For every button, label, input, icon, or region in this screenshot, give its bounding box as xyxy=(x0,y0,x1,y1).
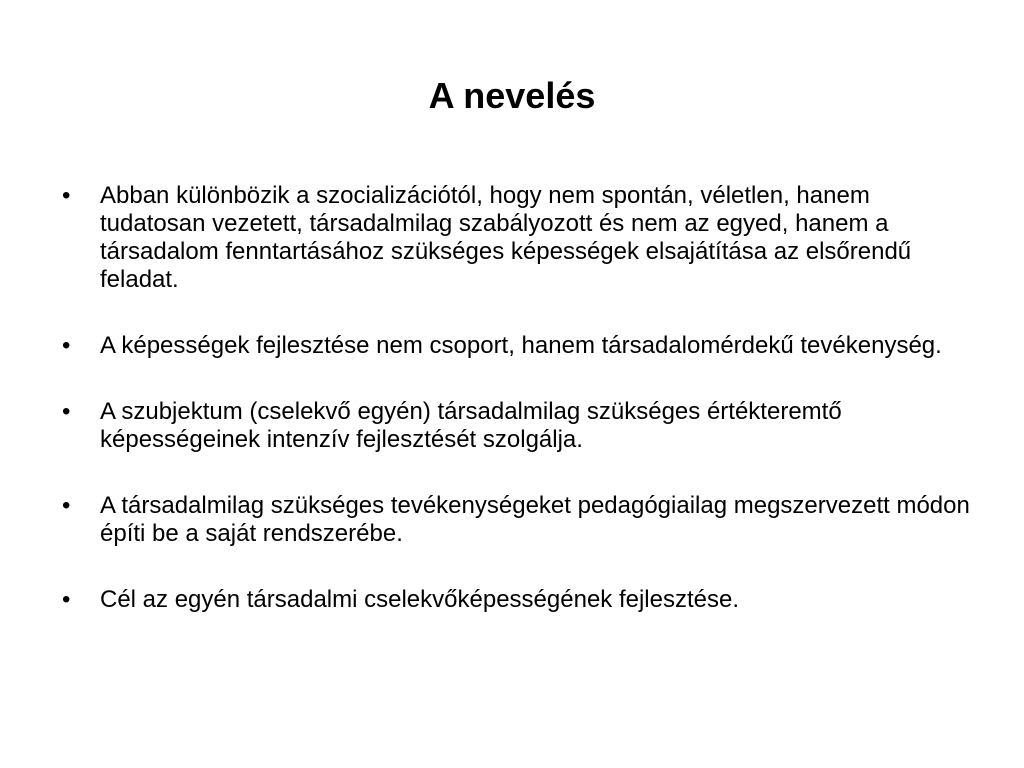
slide-title: A nevelés xyxy=(428,75,596,116)
bullet-item xyxy=(60,332,970,360)
bullet-item xyxy=(60,182,970,294)
bullet-marker: • xyxy=(62,586,71,613)
bullet-marker: • xyxy=(62,182,71,209)
bullet-marker: • xyxy=(62,332,71,359)
bullet-item xyxy=(60,586,970,614)
bullet-text: Cél az egyén társadalmi cselekvőképességének fejlesztése. xyxy=(100,586,740,613)
bullet-marker: • xyxy=(62,398,71,425)
bullet-text: A társadalmilag szükséges tevékenységeket pedagógiailag megszervezett módon építi be a saját rendszerébe. xyxy=(100,492,970,547)
bullet-text: A szubjektum (cselekvő egyén) társadalmilag szükséges értékteremtő képességeinek intenzív fejlesztését szolgálja. xyxy=(100,398,842,453)
bullet-item xyxy=(60,398,970,454)
bullet-text: Abban különbözik a szocializációtól, hogy nem spontán, véletlen, hanem tudatosan vezetett, társadalmilag szabályozott és nem az egyed, hanem a társadalom fenntartásához szükséges képességek elsajátítása az elsőrendű feladat. xyxy=(100,182,912,293)
bullet-list xyxy=(60,182,970,652)
bullet-item xyxy=(60,492,970,548)
bullet-text: A képességek fejlesztése nem csoport, hanem társadalomérdekű tevékenység. xyxy=(100,332,942,359)
bullet-marker: • xyxy=(62,492,71,519)
